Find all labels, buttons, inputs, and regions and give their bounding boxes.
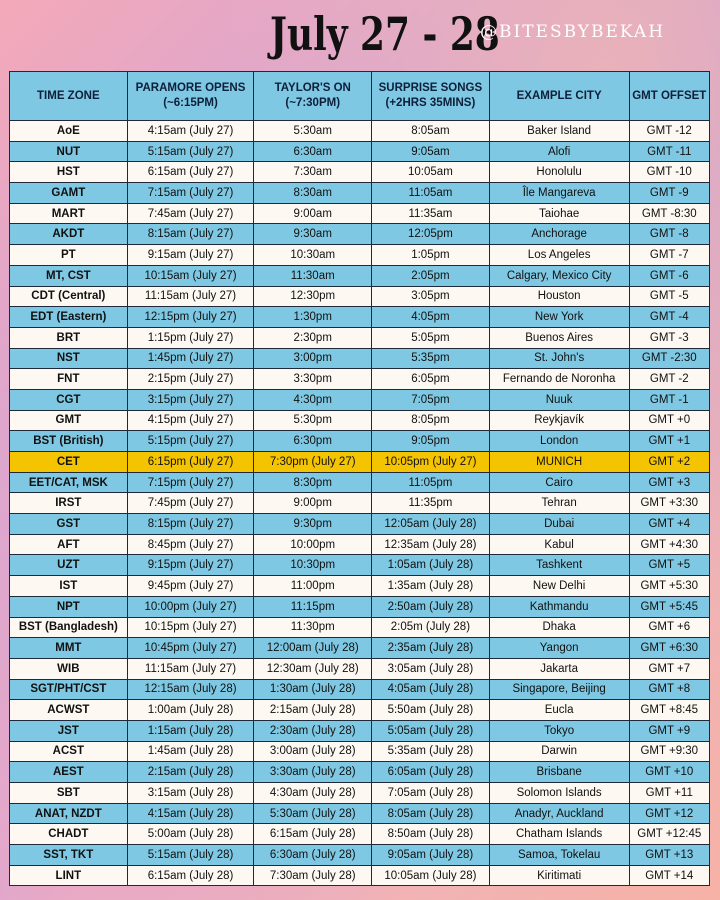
taylor-time-cell: 3:30am (July 28) (254, 762, 372, 783)
taylor-time-cell: 10:00pm (254, 534, 372, 555)
paramore-time-cell: 7:15pm (July 27) (127, 472, 254, 493)
example-city-cell: Samoa, Tokelau (489, 845, 629, 866)
column-header-time-zone: TIME ZONE (10, 72, 128, 121)
time-zone-cell: WIB (10, 658, 128, 679)
surprise-songs-time-cell: 10:05am (372, 162, 490, 183)
taylor-time-cell: 8:30am (254, 183, 372, 204)
taylor-time-cell: 4:30pm (254, 389, 372, 410)
gmt-offset-cell: GMT +6 (629, 617, 709, 638)
example-city-cell: MUNICH (489, 452, 629, 473)
time-zone-cell: AFT (10, 534, 128, 555)
time-zone-cell: BST (British) (10, 431, 128, 452)
time-zone-cell: NUT (10, 141, 128, 162)
time-zone-cell: NPT (10, 596, 128, 617)
table-row (10, 555, 710, 576)
surprise-songs-time-cell: 6:05pm (372, 369, 490, 390)
table-header-row (10, 72, 710, 121)
surprise-songs-time-cell: 11:35pm (372, 493, 490, 514)
example-city-cell: Los Angeles (489, 245, 629, 266)
time-zone-cell: GMT (10, 410, 128, 431)
surprise-songs-time-cell: 1:35am (July 28) (372, 576, 490, 597)
table-row (10, 369, 710, 390)
taylor-time-cell: 6:30am (July 28) (254, 845, 372, 866)
paramore-time-cell: 6:15pm (July 27) (127, 452, 254, 473)
taylor-time-cell: 11:00pm (254, 576, 372, 597)
example-city-cell: Jakarta (489, 658, 629, 679)
time-zone-cell: GAMT (10, 183, 128, 204)
gmt-offset-cell: GMT +5 (629, 555, 709, 576)
taylor-time-cell: 6:30am (254, 141, 372, 162)
paramore-time-cell: 7:45am (July 27) (127, 203, 254, 224)
time-zone-cell: EET/CAT, MSK (10, 472, 128, 493)
table-row (10, 658, 710, 679)
surprise-songs-time-cell: 2:05m (July 28) (372, 617, 490, 638)
table-row (10, 162, 710, 183)
page-header (0, 0, 720, 70)
page-title: July 27 - 28 (270, 7, 500, 61)
gmt-offset-cell: GMT -5 (629, 286, 709, 307)
paramore-time-cell: 9:15pm (July 27) (127, 555, 254, 576)
time-zone-cell: HST (10, 162, 128, 183)
example-city-cell: Buenos Aires (489, 327, 629, 348)
taylor-time-cell: 4:30am (July 28) (254, 783, 372, 804)
gmt-offset-cell: GMT +8:45 (629, 700, 709, 721)
example-city-cell: London (489, 431, 629, 452)
surprise-songs-time-cell: 2:50am (July 28) (372, 596, 490, 617)
paramore-time-cell: 3:15pm (July 27) (127, 389, 254, 410)
gmt-offset-cell: GMT -1 (629, 389, 709, 410)
taylor-time-cell: 5:30pm (254, 410, 372, 431)
example-city-cell: St. John's (489, 348, 629, 369)
example-city-cell: Fernando de Noronha (489, 369, 629, 390)
time-zone-cell: ANAT, NZDT (10, 803, 128, 824)
example-city-cell: Houston (489, 286, 629, 307)
example-city-cell: Darwin (489, 741, 629, 762)
table-row (10, 183, 710, 204)
time-zone-cell: PT (10, 245, 128, 266)
gmt-offset-cell: GMT +4:30 (629, 534, 709, 555)
taylor-time-cell: 9:30am (254, 224, 372, 245)
table-row (10, 762, 710, 783)
table-row (10, 679, 710, 700)
table-row (10, 741, 710, 762)
taylor-time-cell: 2:30am (July 28) (254, 720, 372, 741)
example-city-cell: Alofi (489, 141, 629, 162)
taylor-time-cell: 7:30am (254, 162, 372, 183)
gmt-offset-cell: GMT +2 (629, 452, 709, 473)
table-row (10, 638, 710, 659)
paramore-time-cell: 8:45pm (July 27) (127, 534, 254, 555)
time-zone-cell: AKDT (10, 224, 128, 245)
surprise-songs-time-cell: 12:05pm (372, 224, 490, 245)
surprise-songs-time-cell: 12:05am (July 28) (372, 514, 490, 535)
gmt-offset-cell: GMT +3:30 (629, 493, 709, 514)
paramore-time-cell: 5:15pm (July 27) (127, 431, 254, 452)
example-city-cell: Singapore, Beijing (489, 679, 629, 700)
taylor-time-cell: 2:15am (July 28) (254, 700, 372, 721)
taylor-time-cell: 5:30am (254, 121, 372, 142)
table-row (10, 141, 710, 162)
example-city-cell: Eucla (489, 700, 629, 721)
paramore-time-cell: 4:15am (July 28) (127, 803, 254, 824)
time-zone-cell: AEST (10, 762, 128, 783)
taylor-time-cell: 12:30pm (254, 286, 372, 307)
surprise-songs-time-cell: 9:05am (372, 141, 490, 162)
example-city-cell: Dubai (489, 514, 629, 535)
time-zone-cell: FNT (10, 369, 128, 390)
gmt-offset-cell: GMT +8 (629, 679, 709, 700)
table-body (10, 121, 710, 886)
surprise-songs-time-cell: 9:05am (July 28) (372, 845, 490, 866)
table-row (10, 845, 710, 866)
taylor-time-cell: 7:30am (July 28) (254, 865, 372, 886)
taylor-time-cell: 7:30pm (July 27) (254, 452, 372, 473)
surprise-songs-time-cell: 3:05pm (372, 286, 490, 307)
taylor-time-cell: 6:15am (July 28) (254, 824, 372, 845)
gmt-offset-cell: GMT +13 (629, 845, 709, 866)
taylor-time-cell: 9:00am (254, 203, 372, 224)
gmt-offset-cell: GMT +12 (629, 803, 709, 824)
gmt-offset-cell: GMT +5:30 (629, 576, 709, 597)
table-row (10, 824, 710, 845)
taylor-time-cell: 3:30pm (254, 369, 372, 390)
taylor-time-cell: 1:30pm (254, 307, 372, 328)
table-row (10, 720, 710, 741)
time-zone-cell: LINT (10, 865, 128, 886)
gmt-offset-cell: GMT -6 (629, 265, 709, 286)
table-row (10, 431, 710, 452)
table-row (10, 617, 710, 638)
taylor-time-cell: 9:00pm (254, 493, 372, 514)
time-zone-cell: MMT (10, 638, 128, 659)
table-row (10, 224, 710, 245)
table-row (10, 514, 710, 535)
table-row (10, 203, 710, 224)
taylor-time-cell: 5:30am (July 28) (254, 803, 372, 824)
paramore-time-cell: 8:15pm (July 27) (127, 514, 254, 535)
paramore-time-cell: 1:45pm (July 27) (127, 348, 254, 369)
surprise-songs-time-cell: 6:05am (July 28) (372, 762, 490, 783)
surprise-songs-time-cell: 1:05am (July 28) (372, 555, 490, 576)
example-city-cell: Kathmandu (489, 596, 629, 617)
paramore-time-cell: 1:00am (July 28) (127, 700, 254, 721)
example-city-cell: Brisbane (489, 762, 629, 783)
taylor-time-cell: 3:00pm (254, 348, 372, 369)
example-city-cell: Cairo (489, 472, 629, 493)
gmt-offset-cell: GMT +9:30 (629, 741, 709, 762)
table-row (10, 472, 710, 493)
time-zone-cell: UZT (10, 555, 128, 576)
paramore-time-cell: 10:15pm (July 27) (127, 617, 254, 638)
taylor-time-cell: 8:30pm (254, 472, 372, 493)
example-city-cell: Anchorage (489, 224, 629, 245)
surprise-songs-time-cell: 1:05pm (372, 245, 490, 266)
paramore-time-cell: 7:15am (July 27) (127, 183, 254, 204)
gmt-offset-cell: GMT +11 (629, 783, 709, 804)
gmt-offset-cell: GMT -10 (629, 162, 709, 183)
surprise-songs-time-cell: 5:05pm (372, 327, 490, 348)
example-city-cell: Anadyr, Auckland (489, 803, 629, 824)
paramore-time-cell: 10:15am (July 27) (127, 265, 254, 286)
time-zone-cell: NST (10, 348, 128, 369)
gmt-offset-cell: GMT -2 (629, 369, 709, 390)
table-row (10, 307, 710, 328)
time-zone-cell: SBT (10, 783, 128, 804)
time-zone-cell: CET (10, 452, 128, 473)
time-zone-cell: BRT (10, 327, 128, 348)
table-row (10, 700, 710, 721)
table-row (10, 389, 710, 410)
gmt-offset-cell: GMT -7 (629, 245, 709, 266)
surprise-songs-time-cell: 11:35am (372, 203, 490, 224)
example-city-cell: Honolulu (489, 162, 629, 183)
surprise-songs-time-cell: 2:35am (July 28) (372, 638, 490, 659)
table-row (10, 534, 710, 555)
surprise-songs-time-cell: 8:05am (372, 121, 490, 142)
taylor-time-cell: 11:30pm (254, 617, 372, 638)
example-city-cell: Taiohae (489, 203, 629, 224)
example-city-cell: Kabul (489, 534, 629, 555)
table-row (10, 265, 710, 286)
surprise-songs-time-cell: 4:05am (July 28) (372, 679, 490, 700)
example-city-cell: Tashkent (489, 555, 629, 576)
paramore-time-cell: 7:45pm (July 27) (127, 493, 254, 514)
table-row (10, 121, 710, 142)
table-row (10, 596, 710, 617)
surprise-songs-time-cell: 2:05pm (372, 265, 490, 286)
surprise-songs-time-cell: 7:05am (July 28) (372, 783, 490, 804)
paramore-time-cell: 1:15pm (July 27) (127, 327, 254, 348)
paramore-time-cell: 8:15am (July 27) (127, 224, 254, 245)
example-city-cell: Yangon (489, 638, 629, 659)
timezone-table (9, 71, 710, 886)
surprise-songs-time-cell: 7:05pm (372, 389, 490, 410)
surprise-songs-time-cell: 10:05am (July 28) (372, 865, 490, 886)
time-zone-cell: SGT/PHT/CST (10, 679, 128, 700)
paramore-time-cell: 2:15am (July 28) (127, 762, 254, 783)
gmt-offset-cell: GMT +4 (629, 514, 709, 535)
time-zone-cell: CGT (10, 389, 128, 410)
column-header-surprise-songs: SURPRISE SONGS (+2HRS 35MINS) (372, 72, 490, 121)
example-city-cell: Tokyo (489, 720, 629, 741)
time-zone-cell: MT, CST (10, 265, 128, 286)
time-zone-cell: IST (10, 576, 128, 597)
paramore-time-cell: 3:15am (July 28) (127, 783, 254, 804)
table-row (10, 286, 710, 307)
gmt-offset-cell: GMT -2:30 (629, 348, 709, 369)
table-row (10, 865, 710, 886)
surprise-songs-time-cell: 10:05pm (July 27) (372, 452, 490, 473)
paramore-time-cell: 2:15pm (July 27) (127, 369, 254, 390)
taylor-time-cell: 1:30am (July 28) (254, 679, 372, 700)
surprise-songs-time-cell: 9:05pm (372, 431, 490, 452)
column-header-gmt-offset: GMT OFFSET (629, 72, 709, 121)
surprise-songs-time-cell: 8:05pm (372, 410, 490, 431)
gmt-offset-cell: GMT -11 (629, 141, 709, 162)
surprise-songs-time-cell: 11:05pm (372, 472, 490, 493)
table-row (10, 493, 710, 514)
taylor-time-cell: 3:00am (July 28) (254, 741, 372, 762)
gmt-offset-cell: GMT +7 (629, 658, 709, 679)
table-row (10, 803, 710, 824)
paramore-time-cell: 5:00am (July 28) (127, 824, 254, 845)
taylor-time-cell: 2:30pm (254, 327, 372, 348)
gmt-offset-cell: GMT -8:30 (629, 203, 709, 224)
paramore-time-cell: 10:45pm (July 27) (127, 638, 254, 659)
time-zone-cell: EDT (Eastern) (10, 307, 128, 328)
paramore-time-cell: 9:45pm (July 27) (127, 576, 254, 597)
taylor-time-cell: 9:30pm (254, 514, 372, 535)
gmt-offset-cell: GMT +12:45 (629, 824, 709, 845)
paramore-time-cell: 9:15am (July 27) (127, 245, 254, 266)
example-city-cell: New York (489, 307, 629, 328)
author-handle: @BITESBYBEKAH (480, 22, 666, 42)
surprise-songs-time-cell: 12:35am (July 28) (372, 534, 490, 555)
paramore-time-cell: 1:15am (July 28) (127, 720, 254, 741)
paramore-time-cell: 10:00pm (July 27) (127, 596, 254, 617)
paramore-time-cell: 6:15am (July 27) (127, 162, 254, 183)
taylor-time-cell: 11:15pm (254, 596, 372, 617)
table-row (10, 783, 710, 804)
time-zone-cell: CHADT (10, 824, 128, 845)
surprise-songs-time-cell: 8:05am (July 28) (372, 803, 490, 824)
table-row (10, 348, 710, 369)
gmt-offset-cell: GMT +1 (629, 431, 709, 452)
time-zone-cell: BST (Bangladesh) (10, 617, 128, 638)
surprise-songs-time-cell: 5:05am (July 28) (372, 720, 490, 741)
paramore-time-cell: 11:15am (July 27) (127, 286, 254, 307)
time-zone-cell: ACST (10, 741, 128, 762)
paramore-time-cell: 12:15am (July 28) (127, 679, 254, 700)
example-city-cell: Dhaka (489, 617, 629, 638)
example-city-cell: Kiritimati (489, 865, 629, 886)
paramore-time-cell: 12:15pm (July 27) (127, 307, 254, 328)
time-zone-cell: JST (10, 720, 128, 741)
surprise-songs-time-cell: 3:05am (July 28) (372, 658, 490, 679)
example-city-cell: Solomon Islands (489, 783, 629, 804)
surprise-songs-time-cell: 5:35am (July 28) (372, 741, 490, 762)
example-city-cell: Tehran (489, 493, 629, 514)
taylor-time-cell: 11:30am (254, 265, 372, 286)
paramore-time-cell: 1:45am (July 28) (127, 741, 254, 762)
taylor-time-cell: 12:00am (July 28) (254, 638, 372, 659)
example-city-cell: Baker Island (489, 121, 629, 142)
example-city-cell: Île Mangareva (489, 183, 629, 204)
column-header-paramore-opens: PARAMORE OPENS (~6:15PM) (127, 72, 254, 121)
gmt-offset-cell: GMT -4 (629, 307, 709, 328)
time-zone-cell: SST, TKT (10, 845, 128, 866)
taylor-time-cell: 12:30am (July 28) (254, 658, 372, 679)
gmt-offset-cell: GMT +14 (629, 865, 709, 886)
gmt-offset-cell: GMT -12 (629, 121, 709, 142)
table-row (10, 327, 710, 348)
gmt-offset-cell: GMT -9 (629, 183, 709, 204)
time-zone-cell: IRST (10, 493, 128, 514)
gmt-offset-cell: GMT -8 (629, 224, 709, 245)
taylor-time-cell: 6:30pm (254, 431, 372, 452)
column-header-taylors-on: TAYLOR'S ON (~7:30PM) (254, 72, 372, 121)
time-zone-cell: ACWST (10, 700, 128, 721)
paramore-time-cell: 6:15am (July 28) (127, 865, 254, 886)
time-zone-cell: GST (10, 514, 128, 535)
example-city-cell: Nuuk (489, 389, 629, 410)
timezone-table-container (9, 71, 710, 886)
paramore-time-cell: 5:15am (July 28) (127, 845, 254, 866)
time-zone-cell: MART (10, 203, 128, 224)
paramore-time-cell: 11:15am (July 27) (127, 658, 254, 679)
paramore-time-cell: 5:15am (July 27) (127, 141, 254, 162)
surprise-songs-time-cell: 5:35pm (372, 348, 490, 369)
table-row (10, 245, 710, 266)
time-zone-cell: CDT (Central) (10, 286, 128, 307)
gmt-offset-cell: GMT +6:30 (629, 638, 709, 659)
column-header-example-city: EXAMPLE CITY (489, 72, 629, 121)
table-row (10, 410, 710, 431)
gmt-offset-cell: GMT +9 (629, 720, 709, 741)
example-city-cell: New Delhi (489, 576, 629, 597)
gmt-offset-cell: GMT +5:45 (629, 596, 709, 617)
example-city-cell: Calgary, Mexico City (489, 265, 629, 286)
table-row-highlighted (10, 452, 710, 473)
taylor-time-cell: 10:30pm (254, 555, 372, 576)
gmt-offset-cell: GMT +3 (629, 472, 709, 493)
example-city-cell: Chatham Islands (489, 824, 629, 845)
paramore-time-cell: 4:15pm (July 27) (127, 410, 254, 431)
gmt-offset-cell: GMT +0 (629, 410, 709, 431)
paramore-time-cell: 4:15am (July 27) (127, 121, 254, 142)
example-city-cell: Reykjavík (489, 410, 629, 431)
surprise-songs-time-cell: 5:50am (July 28) (372, 700, 490, 721)
gmt-offset-cell: GMT +10 (629, 762, 709, 783)
surprise-songs-time-cell: 8:50am (July 28) (372, 824, 490, 845)
taylor-time-cell: 10:30am (254, 245, 372, 266)
table-row (10, 576, 710, 597)
surprise-songs-time-cell: 11:05am (372, 183, 490, 204)
gmt-offset-cell: GMT -3 (629, 327, 709, 348)
time-zone-cell: AoE (10, 121, 128, 142)
surprise-songs-time-cell: 4:05pm (372, 307, 490, 328)
